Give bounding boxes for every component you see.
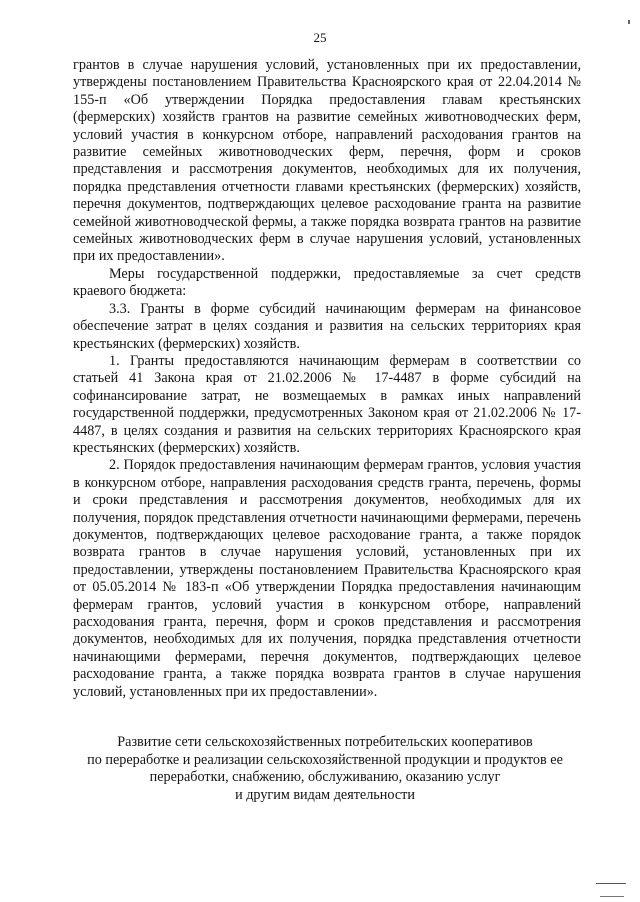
paragraph-section-3-3: 3.3. Гранты в форме субсидий начинающим фермерам на финансовое обеспечение затрат в целях создания и развития на сельских территориях края крестьянских (фермерских) хозяйств. [73, 300, 581, 352]
section-heading [60, 734, 590, 804]
bottom-rule [596, 883, 626, 884]
paragraph-support-measures: Меры государственной поддержки, предоставляемые за счет средств краевого бюджета: [73, 265, 581, 300]
document-body [73, 57, 581, 701]
paragraph-continuation: грантов в случае нарушения условий, установленных при их предоставлении, утверждены постановлением Правительства Красноярского края от 22.04.2014 № 155-п «Об утверждении Порядка предоставления главам крестьянских (фермерских) хозяйств грантов на развитие семейных животноводческих ферм, условий участия в конкурсном отборе, направлений расходования грантов на развитие семейных животноводческих ферм, перечня, форм и сроков представления и рассмотрения документов, необходимых для их получения, порядка представления отчетности главами крестьянских (фермерских) хозяйств, перечня документов, подтверждающих целевое расходование гранта на развитие семейной животноводческой фермы, а также порядка возврата грантов на развитие семейных животноводческих ферм в случае нарушения условий, установленных при их предоставлении». [73, 57, 581, 265]
bottom-rule [600, 896, 624, 897]
section-heading-line: Развитие сети сельскохозяйственных потребительских кооперативов [117, 734, 533, 750]
section-heading-line: и другим видам деятельности [235, 786, 415, 803]
page-number: 25 [313, 30, 327, 45]
paragraph-item-2: 2. Порядок предоставления начинающим фермерам грантов, условия участия в конкурсном отборе, направления расходования средств гранта, перечень, формы и сроки представления и рассмотрения документов, необходимых для их получения, порядок представления отчетности начинающими фермерами, перечень документов, подтверждающих целевое расходование гранта, а также порядок возврата грантов в случае нарушения условий, установленных при их предоставлении, утверждены постановлением Правительства Красноярского края от 05.05.2014 № 183-п «Об утверждении Порядка предоставления начинающим фермерам грантов, условий участия в конкурсном отборе, направлений расходования гранта, перечня, форм и сроков представления и рассмотрения документов, необходимых для их получения, порядка представления отчетности начинающими фермерами, перечня документов, подтверждающих целевое расходование гранта, а также порядка возврата грантов в случае нарушения условий, установленных при их предоставлении». [73, 457, 581, 700]
paragraph-item-1: 1. Гранты предоставляются начинающим фермерам в соответствии со статьей 41 Закона края от 21.02.2006 № 17-4487 в форме субсидий на софинансирование затрат, не возмещаемых в рамках иных направлений государственной поддержки, предусмотренных Законом края от 21.02.2006 № 17-4487, в целях создания и развития на сельских территориях Красноярского края крестьянских (фермерских) хозяйств. [73, 352, 581, 456]
section-heading-line: переработки, снабжению, обслуживанию, оказанию услуг [149, 769, 501, 786]
section-heading-line: по переработке и реализации сельскохозяйственной продукции и продуктов ее [87, 751, 563, 768]
scan-mark [628, 20, 630, 24]
